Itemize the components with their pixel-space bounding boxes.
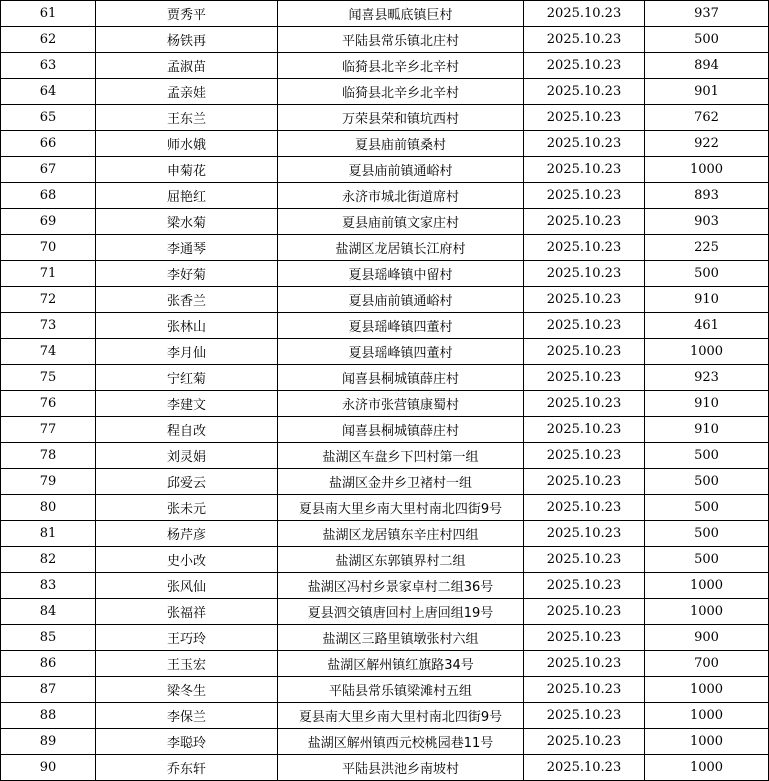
date-cell: 2025.10.23 <box>524 729 645 755</box>
address-cell: 永济市张营镇康蜀村 <box>278 391 524 417</box>
name-cell: 梁水菊 <box>96 209 278 235</box>
table-row <box>1 209 769 235</box>
name-cell: 杨芹彦 <box>96 521 278 547</box>
name-cell: 刘灵娟 <box>96 443 278 469</box>
row-number-cell: 71 <box>1 261 96 287</box>
amount-cell: 700 <box>645 651 769 677</box>
row-number-cell: 62 <box>1 27 96 53</box>
address-cell: 闻喜县桐城镇薛庄村 <box>278 417 524 443</box>
table-row <box>1 365 769 391</box>
name-cell: 李通琴 <box>96 235 278 261</box>
amount-cell: 1000 <box>645 703 769 729</box>
row-number-cell: 73 <box>1 313 96 339</box>
amount-cell: 1000 <box>645 573 769 599</box>
row-number-cell: 85 <box>1 625 96 651</box>
name-cell: 王巧玲 <box>96 625 278 651</box>
name-cell: 张林山 <box>96 313 278 339</box>
date-cell: 2025.10.23 <box>524 53 645 79</box>
address-cell: 平陆县洪池乡南坡村 <box>278 755 524 781</box>
name-cell: 屈艳红 <box>96 183 278 209</box>
date-cell: 2025.10.23 <box>524 105 645 131</box>
address-cell: 夏县庙前镇通峪村 <box>278 287 524 313</box>
address-cell: 临猗县北辛乡北辛村 <box>278 53 524 79</box>
row-number-cell: 72 <box>1 287 96 313</box>
date-cell: 2025.10.23 <box>524 209 645 235</box>
date-cell: 2025.10.23 <box>524 131 645 157</box>
name-cell: 张风仙 <box>96 573 278 599</box>
address-cell: 盐湖区解州镇西元校桃园巷11号 <box>278 729 524 755</box>
address-cell: 夏县南大里乡南大里村南北四街9号 <box>278 703 524 729</box>
row-number-cell: 84 <box>1 599 96 625</box>
table-row <box>1 27 769 53</box>
date-cell: 2025.10.23 <box>524 521 645 547</box>
amount-cell: 762 <box>645 105 769 131</box>
address-cell: 盐湖区龙居镇东辛庄村四组 <box>278 521 524 547</box>
date-cell: 2025.10.23 <box>524 339 645 365</box>
address-cell: 闻喜县畖底镇巨村 <box>278 1 524 27</box>
name-cell: 贾秀平 <box>96 1 278 27</box>
table-row <box>1 391 769 417</box>
row-number-cell: 81 <box>1 521 96 547</box>
table-row <box>1 261 769 287</box>
row-number-cell: 64 <box>1 79 96 105</box>
amount-cell: 1000 <box>645 729 769 755</box>
address-cell: 夏县庙前镇通峪村 <box>278 157 524 183</box>
name-cell: 乔东轩 <box>96 755 278 781</box>
table-row <box>1 339 769 365</box>
table-row <box>1 573 769 599</box>
date-cell: 2025.10.23 <box>524 443 645 469</box>
amount-cell: 910 <box>645 417 769 443</box>
row-number-cell: 78 <box>1 443 96 469</box>
date-cell: 2025.10.23 <box>524 495 645 521</box>
amount-cell: 923 <box>645 365 769 391</box>
address-cell: 夏县庙前镇文家庄村 <box>278 209 524 235</box>
address-cell: 万荣县荣和镇坑西村 <box>278 105 524 131</box>
date-cell: 2025.10.23 <box>524 365 645 391</box>
name-cell: 张香兰 <box>96 287 278 313</box>
date-cell: 2025.10.23 <box>524 27 645 53</box>
name-cell: 李月仙 <box>96 339 278 365</box>
address-cell: 平陆县常乐镇北庄村 <box>278 27 524 53</box>
address-cell: 盐湖区解州镇红旗路34号 <box>278 651 524 677</box>
row-number-cell: 82 <box>1 547 96 573</box>
address-cell: 盐湖区东郭镇界村二组 <box>278 547 524 573</box>
table-row <box>1 703 769 729</box>
address-cell: 盐湖区冯村乡景家卓村二组36号 <box>278 573 524 599</box>
amount-cell: 461 <box>645 313 769 339</box>
address-cell: 夏县瑶峰镇中留村 <box>278 261 524 287</box>
amount-cell: 1000 <box>645 599 769 625</box>
amount-cell: 900 <box>645 625 769 651</box>
amount-cell: 922 <box>645 131 769 157</box>
date-cell: 2025.10.23 <box>524 469 645 495</box>
row-number-cell: 76 <box>1 391 96 417</box>
date-cell: 2025.10.23 <box>524 573 645 599</box>
date-cell: 2025.10.23 <box>524 287 645 313</box>
date-cell: 2025.10.23 <box>524 677 645 703</box>
row-number-cell: 89 <box>1 729 96 755</box>
amount-cell: 1000 <box>645 677 769 703</box>
date-cell: 2025.10.23 <box>524 79 645 105</box>
address-cell: 夏县瑶峰镇四董村 <box>278 339 524 365</box>
name-cell: 杨铁再 <box>96 27 278 53</box>
table-row <box>1 105 769 131</box>
name-cell: 王东兰 <box>96 105 278 131</box>
table-row <box>1 417 769 443</box>
table-row <box>1 469 769 495</box>
row-number-cell: 83 <box>1 573 96 599</box>
row-number-cell: 63 <box>1 53 96 79</box>
address-cell: 平陆县常乐镇梁滩村五组 <box>278 677 524 703</box>
name-cell: 梁冬生 <box>96 677 278 703</box>
row-number-cell: 80 <box>1 495 96 521</box>
name-cell: 李保兰 <box>96 703 278 729</box>
row-number-cell: 67 <box>1 157 96 183</box>
name-cell: 史小改 <box>96 547 278 573</box>
date-cell: 2025.10.23 <box>524 755 645 781</box>
amount-cell: 500 <box>645 547 769 573</box>
address-cell: 盐湖区车盘乡下凹村第一组 <box>278 443 524 469</box>
table-row <box>1 755 769 781</box>
table-row <box>1 443 769 469</box>
table-row <box>1 651 769 677</box>
address-cell: 闻喜县桐城镇薛庄村 <box>278 365 524 391</box>
name-cell: 李好菊 <box>96 261 278 287</box>
row-number-cell: 69 <box>1 209 96 235</box>
row-number-cell: 70 <box>1 235 96 261</box>
address-cell: 永济市城北街道席村 <box>278 183 524 209</box>
date-cell: 2025.10.23 <box>524 599 645 625</box>
table-row <box>1 521 769 547</box>
date-cell: 2025.10.23 <box>524 235 645 261</box>
address-cell: 夏县南大里乡南大里村南北四街9号 <box>278 495 524 521</box>
row-number-cell: 88 <box>1 703 96 729</box>
name-cell: 王玉宏 <box>96 651 278 677</box>
date-cell: 2025.10.23 <box>524 1 645 27</box>
table-row <box>1 495 769 521</box>
row-number-cell: 74 <box>1 339 96 365</box>
date-cell: 2025.10.23 <box>524 547 645 573</box>
amount-cell: 1000 <box>645 339 769 365</box>
name-cell: 宁红菊 <box>96 365 278 391</box>
table-row <box>1 625 769 651</box>
row-number-cell: 65 <box>1 105 96 131</box>
amount-cell: 910 <box>645 287 769 313</box>
address-cell: 临猗县北辛乡北辛村 <box>278 79 524 105</box>
table-body <box>1 1 769 781</box>
table-row <box>1 547 769 573</box>
table-row <box>1 599 769 625</box>
row-number-cell: 75 <box>1 365 96 391</box>
address-cell: 夏县瑶峰镇四董村 <box>278 313 524 339</box>
address-cell: 盐湖区三路里镇墩张村六组 <box>278 625 524 651</box>
amount-cell: 500 <box>645 443 769 469</box>
address-cell: 盐湖区龙居镇长江府村 <box>278 235 524 261</box>
date-cell: 2025.10.23 <box>524 183 645 209</box>
row-number-cell: 79 <box>1 469 96 495</box>
table-row <box>1 53 769 79</box>
row-number-cell: 77 <box>1 417 96 443</box>
amount-cell: 1000 <box>645 755 769 781</box>
date-cell: 2025.10.23 <box>524 417 645 443</box>
amount-cell: 500 <box>645 469 769 495</box>
address-cell: 夏县庙前镇桑村 <box>278 131 524 157</box>
date-cell: 2025.10.23 <box>524 313 645 339</box>
table-row <box>1 287 769 313</box>
amount-cell: 910 <box>645 391 769 417</box>
name-cell: 张未元 <box>96 495 278 521</box>
amount-cell: 500 <box>645 261 769 287</box>
date-cell: 2025.10.23 <box>524 261 645 287</box>
table-row <box>1 79 769 105</box>
date-cell: 2025.10.23 <box>524 625 645 651</box>
table-row <box>1 235 769 261</box>
amount-cell: 500 <box>645 521 769 547</box>
name-cell: 李建文 <box>96 391 278 417</box>
row-number-cell: 68 <box>1 183 96 209</box>
address-cell: 盐湖区金井乡卫褚村一组 <box>278 469 524 495</box>
name-cell: 张福祥 <box>96 599 278 625</box>
row-number-cell: 86 <box>1 651 96 677</box>
row-number-cell: 66 <box>1 131 96 157</box>
table-row <box>1 131 769 157</box>
date-cell: 2025.10.23 <box>524 157 645 183</box>
amount-cell: 500 <box>645 27 769 53</box>
table-row <box>1 729 769 755</box>
name-cell: 孟淑苗 <box>96 53 278 79</box>
date-cell: 2025.10.23 <box>524 651 645 677</box>
row-number-cell: 61 <box>1 1 96 27</box>
date-cell: 2025.10.23 <box>524 391 645 417</box>
amount-cell: 225 <box>645 235 769 261</box>
address-cell: 夏县泗交镇唐回村上唐回组19号 <box>278 599 524 625</box>
amount-cell: 1000 <box>645 157 769 183</box>
name-cell: 师水娥 <box>96 131 278 157</box>
name-cell: 程自改 <box>96 417 278 443</box>
name-cell: 申菊花 <box>96 157 278 183</box>
amount-cell: 500 <box>645 495 769 521</box>
amount-cell: 893 <box>645 183 769 209</box>
amount-cell: 937 <box>645 1 769 27</box>
table-row <box>1 1 769 27</box>
amount-cell: 903 <box>645 209 769 235</box>
name-cell: 李聪玲 <box>96 729 278 755</box>
table-row <box>1 677 769 703</box>
name-cell: 孟亲娃 <box>96 79 278 105</box>
date-cell: 2025.10.23 <box>524 703 645 729</box>
table-row <box>1 313 769 339</box>
amount-cell: 901 <box>645 79 769 105</box>
table-row <box>1 183 769 209</box>
row-number-cell: 87 <box>1 677 96 703</box>
table-row <box>1 157 769 183</box>
amount-cell: 894 <box>645 53 769 79</box>
name-cell: 邱爱云 <box>96 469 278 495</box>
row-number-cell: 90 <box>1 755 96 781</box>
